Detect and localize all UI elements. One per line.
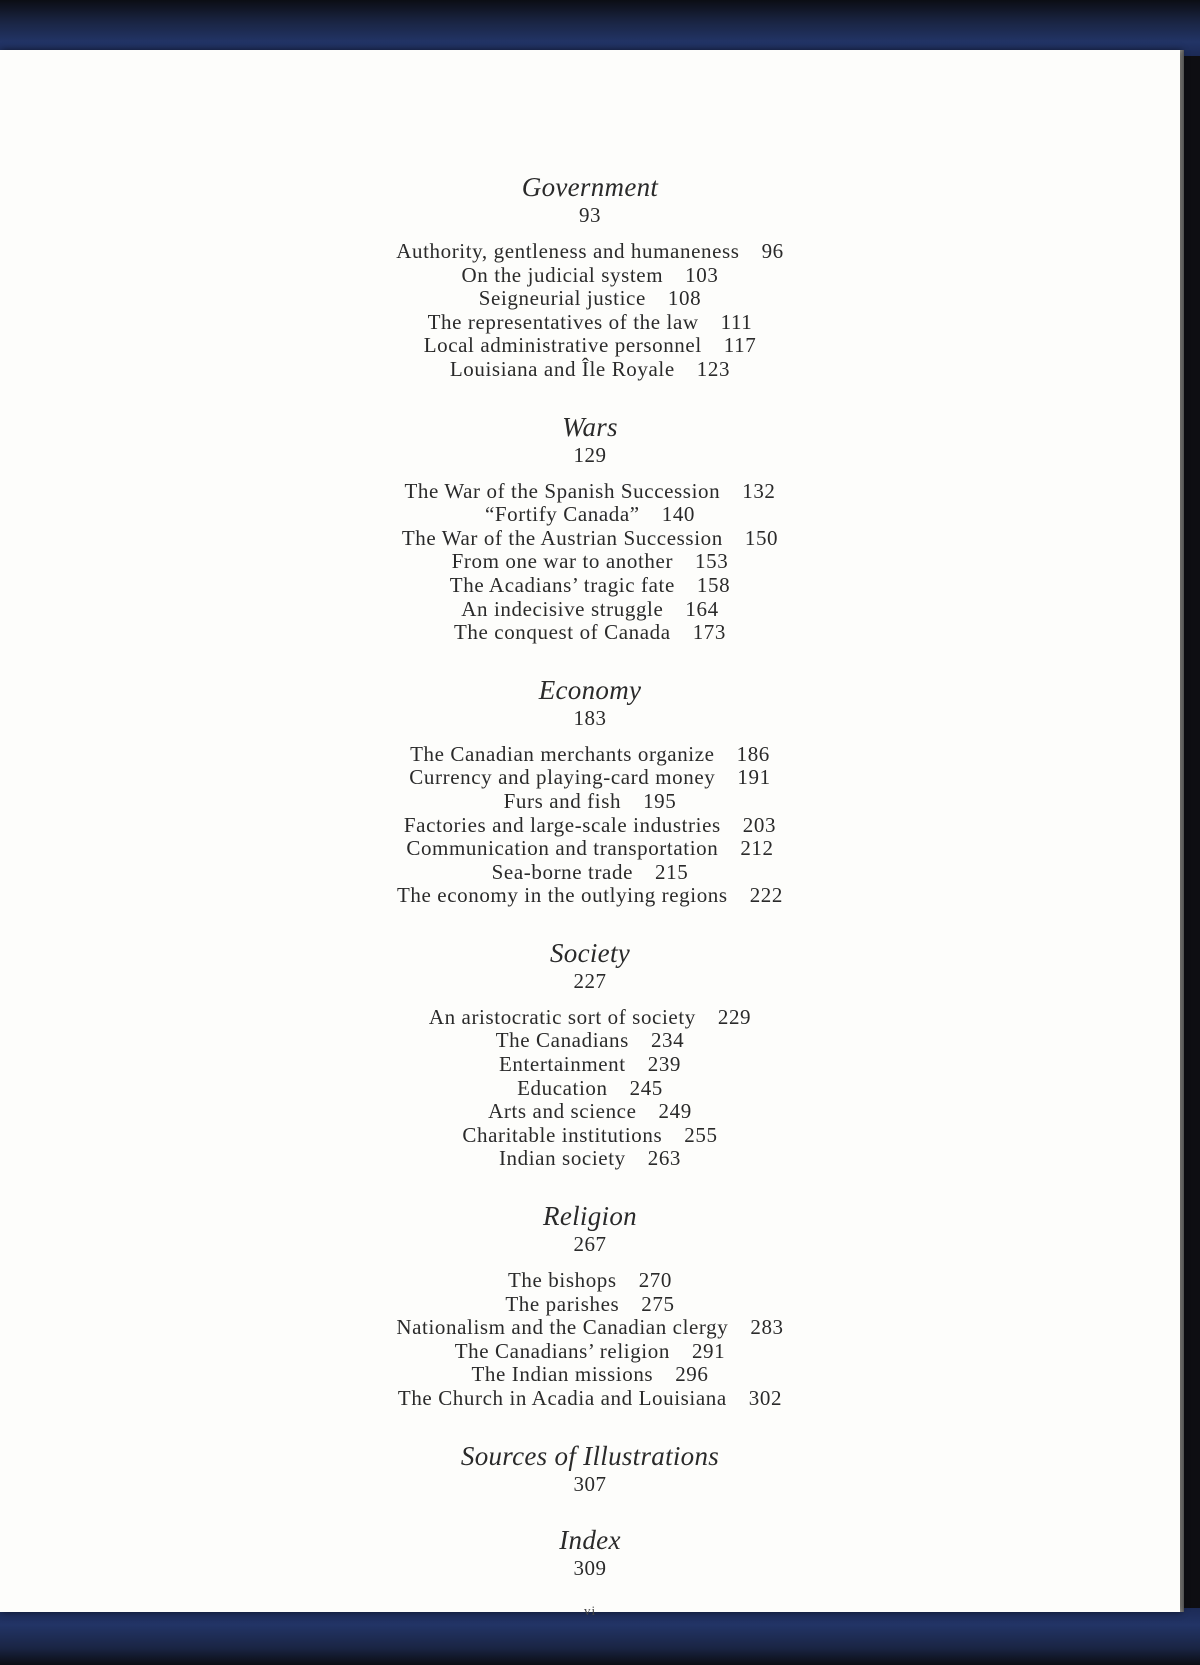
entry-title: The War of the Spanish Succession xyxy=(404,478,721,503)
entry-page-number: 195 xyxy=(643,788,677,813)
entry-page-number: 103 xyxy=(685,262,719,287)
entry-page-number: 173 xyxy=(692,620,727,645)
entry-title: The Canadian merchants organize xyxy=(410,741,715,766)
toc-section xyxy=(0,936,1180,1171)
entry-title: Nationalism and the Canadian clergy xyxy=(396,1315,729,1340)
table-of-contents xyxy=(0,170,1180,1607)
toc-entry xyxy=(0,1293,1180,1317)
toc-entry xyxy=(0,1363,1180,1387)
entry-title: Communication and transportation xyxy=(406,836,719,861)
entry-title: “Fortify Canada” xyxy=(484,502,640,527)
toc-entry xyxy=(0,550,1180,574)
section-page-number: 183 xyxy=(573,705,607,730)
entry-page-number: 203 xyxy=(742,812,777,837)
toc-entry xyxy=(0,287,1180,311)
entry-title: The Indian missions xyxy=(471,1362,654,1387)
entry-page-number: 255 xyxy=(684,1122,718,1147)
toc-entry xyxy=(0,1124,1180,1148)
entry-page-number: 263 xyxy=(647,1146,682,1171)
toc-section xyxy=(0,410,1180,645)
entry-page-number: 275 xyxy=(641,1291,675,1316)
section-page-number: 129 xyxy=(573,442,607,467)
entry-page-number: 117 xyxy=(723,333,757,358)
section-page-number: 227 xyxy=(573,968,607,993)
entry-title: The Canadians xyxy=(495,1028,629,1053)
toc-entry xyxy=(0,743,1180,767)
entry-title: Authority, gentleness and humaneness xyxy=(396,239,740,263)
toc-entry xyxy=(0,240,1180,264)
toc-entry xyxy=(0,837,1180,861)
entry-title: The economy in the outlying regions xyxy=(396,883,728,908)
section-page-number: 309 xyxy=(573,1555,607,1580)
entry-title: From one war to another xyxy=(451,549,674,574)
section-title: Index xyxy=(559,1524,621,1555)
toc-section xyxy=(0,1199,1180,1411)
toc-entry xyxy=(0,1387,1180,1411)
section-title: Government xyxy=(521,172,659,202)
entry-title: Arts and science xyxy=(488,1099,637,1124)
toc-entry xyxy=(0,1340,1180,1364)
entry-title: Furs and fish xyxy=(503,788,622,813)
entry-page-number: 164 xyxy=(685,596,719,621)
section-page-number: 93 xyxy=(579,203,601,227)
entry-title: An indecisive struggle xyxy=(461,596,664,621)
entry-page-number: 239 xyxy=(647,1052,682,1077)
entry-title: An aristocratic sort of society xyxy=(428,1004,696,1029)
entry-page-number: 212 xyxy=(740,836,774,861)
toc-entry xyxy=(0,264,1180,288)
entry-page-number: 140 xyxy=(661,502,696,527)
entry-page-number: 302 xyxy=(748,1386,783,1410)
toc-entry xyxy=(0,1053,1180,1077)
entry-page-number: 132 xyxy=(742,478,776,503)
entry-title: Currency and playing-card money xyxy=(409,765,716,790)
entry-title: Indian society xyxy=(498,1146,626,1171)
entry-page-number: 158 xyxy=(696,572,731,597)
toc-section xyxy=(0,673,1180,908)
toc-entry xyxy=(0,814,1180,838)
toc-entry xyxy=(0,621,1180,645)
section-title: Society xyxy=(549,937,631,968)
toc-entry xyxy=(0,884,1180,908)
entry-title: Local administrative personnel xyxy=(423,333,702,358)
entry-title: Sea-borne trade xyxy=(491,859,634,884)
entry-title: The Acadians’ tragic fate xyxy=(449,572,675,597)
entry-title: The parishes xyxy=(505,1291,620,1316)
entry-title: Charitable institutions xyxy=(462,1122,663,1147)
toc-entry xyxy=(0,358,1180,382)
toc-entry xyxy=(0,1269,1180,1293)
toc-entry xyxy=(0,766,1180,790)
book-cover-top xyxy=(0,0,1200,56)
entry-page-number: 296 xyxy=(675,1362,709,1387)
toc-entry xyxy=(0,503,1180,527)
entry-page-number: 186 xyxy=(736,741,770,766)
entry-title: The War of the Austrian Succession xyxy=(401,525,723,550)
toc-entry xyxy=(0,1147,1180,1171)
toc-entry xyxy=(0,527,1180,551)
toc-section xyxy=(0,1439,1180,1495)
entry-title: The representatives of the law xyxy=(427,309,699,334)
section-title: Sources of Illustrations xyxy=(460,1440,720,1471)
entry-page-number: 108 xyxy=(667,286,702,311)
entry-page-number: 123 xyxy=(696,356,731,381)
toc-section xyxy=(0,170,1180,382)
entry-page-number: 96 xyxy=(761,239,784,263)
entry-page-number: 111 xyxy=(720,309,753,334)
entry-page-number: 215 xyxy=(655,859,689,884)
section-page-number: 267 xyxy=(573,1232,607,1257)
entry-page-number: 153 xyxy=(695,549,729,574)
entry-page-number: 291 xyxy=(691,1338,726,1363)
toc-section xyxy=(0,1523,1180,1579)
toc-entry xyxy=(0,1077,1180,1101)
section-title: Religion xyxy=(543,1201,637,1232)
toc-entry xyxy=(0,861,1180,885)
toc-entry xyxy=(0,1029,1180,1053)
toc-entry xyxy=(0,1006,1180,1030)
entry-title: Louisiana and Île Royale xyxy=(449,356,675,381)
toc-entry xyxy=(0,1316,1180,1340)
toc-entry xyxy=(0,311,1180,335)
entry-title: The Church in Acadia and Louisiana xyxy=(397,1386,727,1410)
toc-entry xyxy=(0,598,1180,622)
entry-title: Factories and large-scale industries xyxy=(403,812,721,837)
entry-page-number: 150 xyxy=(744,525,779,550)
toc-entry xyxy=(0,334,1180,358)
entry-page-number: 245 xyxy=(629,1075,663,1100)
section-title: Economy xyxy=(538,674,642,705)
entry-page-number: 283 xyxy=(750,1315,784,1340)
entry-page-number: 249 xyxy=(658,1099,692,1124)
section-page-number: 307 xyxy=(573,1471,607,1496)
entry-page-number: 229 xyxy=(717,1004,752,1029)
entry-title: Education xyxy=(517,1075,608,1100)
entry-title: The Canadians’ religion xyxy=(454,1338,670,1363)
folio-page-number: vi xyxy=(583,1603,597,1618)
entry-page-number: 234 xyxy=(650,1028,685,1053)
entry-title: Seigneurial justice xyxy=(478,286,646,311)
entry-page-number: 191 xyxy=(737,765,771,790)
toc-entry xyxy=(0,790,1180,814)
toc-entry xyxy=(0,480,1180,504)
entry-title: The conquest of Canada xyxy=(453,620,671,645)
entry-title: On the judicial system xyxy=(461,262,664,287)
entry-title: Entertainment xyxy=(498,1052,626,1077)
toc-entry xyxy=(0,1100,1180,1124)
section-title: Wars xyxy=(562,411,618,442)
entry-page-number: 222 xyxy=(749,883,783,908)
entry-title: The bishops xyxy=(508,1268,617,1293)
book-page xyxy=(0,50,1180,1618)
entry-page-number: 270 xyxy=(638,1268,672,1293)
toc-entry xyxy=(0,574,1180,598)
